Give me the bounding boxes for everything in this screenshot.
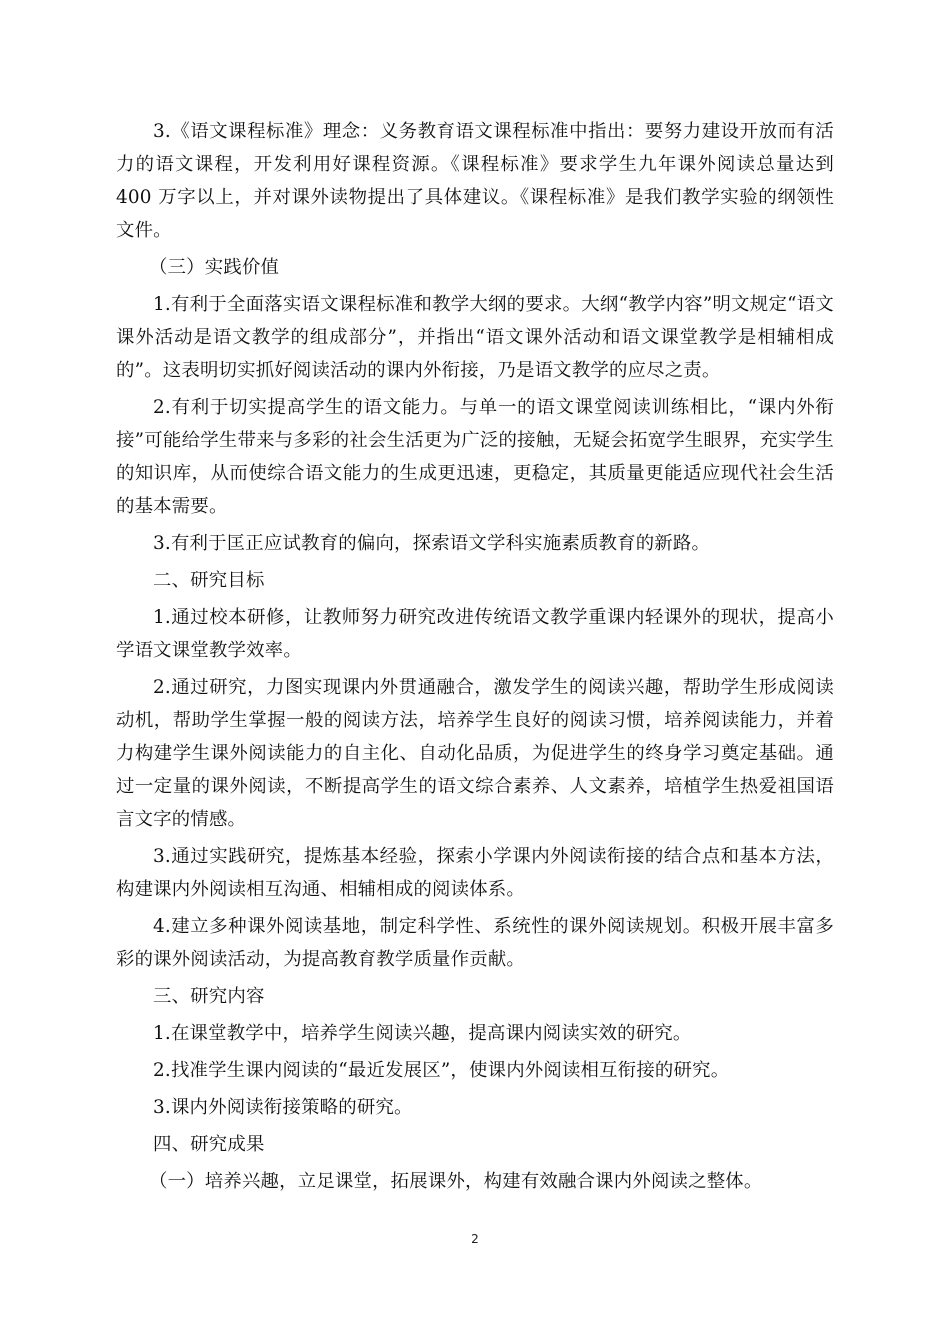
paragraph-practical-value-3: 3.有利于匡正应试教育的偏向，探索语文学科实施素质教育的新路。 xyxy=(153,533,711,554)
paragraph-goal-1: 1.通过校本研修，让教师努力研究改进传统语文教学重课内轻课外的现状，提高小学语文课堂教学效率。 xyxy=(116,607,834,661)
page-number: 2 xyxy=(471,1232,479,1246)
section-heading-research-results: 四、研究成果 xyxy=(153,1134,265,1155)
paragraph-standard-concept: 3.《语文课程标准》理念：义务教育语文课程标准中指出：要努力建设开放而有活力的语文课程，开发利用好课程资源。《课程标准》要求学生九年课外阅读总量达到 400 万字以上，并对课外读物提出了具体建议。《课程标准》是我们教学实验的纲领性文件。 xyxy=(116,121,834,241)
paragraph-goal-2: 2.通过研究，力图实现课内外贯通融合，激发学生的阅读兴趣，帮助学生形成阅读动机，帮助学生掌握一般的阅读方法，培养学生良好的阅读习惯，培养阅读能力，并着力构建学生课外阅读能力的自主化、自动化品质，为促进学生的终身学习奠定基础。通过一定量的课外阅读，不断提高学生的语文综合素养、人文素养，培植学生热爱祖国语言文字的情感。 xyxy=(116,677,834,830)
paragraph-practical-value-2: 2.有利于切实提高学生的语文能力。与单一的语文课堂阅读训练相比，“课内外衔接”可能给学生带来与多彩的社会生活更为广泛的接触，无疑会拓宽学生眼界，充实学生的知识库，从而使综合语文能力的生成更迅速，更稳定，其质量更能适应现代社会生活的基本需要。 xyxy=(116,397,834,517)
paragraph-content-2: 2.找准学生课内阅读的“最近发展区”，使课内外阅读相互衔接的研究。 xyxy=(153,1060,730,1081)
document-body xyxy=(116,115,834,1202)
paragraph-practical-value-1: 1.有利于全面落实语文课程标准和教学大纲的要求。大纲“教学内容”明文规定“语文课外活动是语文教学的组成部分”，并指出“语文课外活动和语文课堂教学是相辅相成的”。这表明切实抓好阅读活动的课内外衔接，乃是语文教学的应尽之责。 xyxy=(116,294,834,381)
section-heading-practical-value: （三）实践价值 xyxy=(149,257,280,278)
paragraph-content-3: 3.课内外阅读衔接策略的研究。 xyxy=(153,1097,413,1118)
section-heading-research-content: 三、研究内容 xyxy=(153,986,265,1007)
section-heading-research-goals: 二、研究目标 xyxy=(153,570,265,591)
paragraph-content-1: 1.在课堂教学中，培养学生阅读兴趣，提高课内阅读实效的研究。 xyxy=(153,1023,692,1044)
paragraph-goal-3: 3.通过实践研究，提炼基本经验，探索小学课内外阅读衔接的结合点和基本方法，构建课内外阅读相互沟通、相辅相成的阅读体系。 xyxy=(116,846,834,900)
paragraph-goal-4: 4.建立多种课外阅读基地，制定科学性、系统性的课外阅读规划。积极开展丰富多彩的课外阅读活动，为提高教育教学质量作贡献。 xyxy=(116,916,834,970)
subsection-heading-result-1: （一）培养兴趣，立足课堂，拓展课外，构建有效融合课内外阅读之整体。 xyxy=(149,1171,763,1192)
